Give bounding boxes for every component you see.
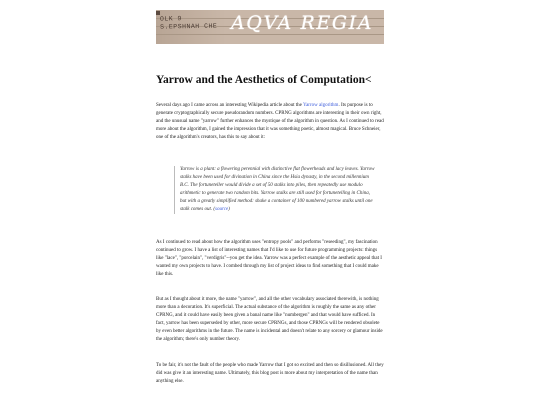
- banner-mark-icon: [156, 11, 160, 15]
- paragraph-3: But as I thought about it more, the name "yarrow", and all the other vocabulary associated therewith, is nothing more than a decoration. It's superficial. The actual substance of the algorithm is roughly the same as any other CPRNG, and it could have easily been given a banal name like "numbergen" and that would have sufficed. In fact, yarrow has been superseded by other, more secure CPRNGs, and those CPRNGs will be rendered obsolete by even better algorithms in the future. The name is incidental and doesn't relate to any sorcery or glamour inside the algorithm; there's only number theory.: [156, 297, 383, 342]
- yarrow-algorithm-link[interactable]: Yarrow algorithm: [302, 103, 339, 108]
- blockquote: [174, 166, 376, 214]
- quote-text-b: ): [228, 207, 230, 212]
- header-banner[interactable]: [156, 10, 384, 44]
- banner-stamp: OLK 9 S.EPSHNAH CHE: [159, 15, 218, 31]
- post-title: Yarrow and the Aesthetics of Computation<: [156, 74, 372, 86]
- paragraph-intro-text-a: Several days ago I came across an interesting Wikipedia article about the: [156, 103, 303, 108]
- source-link[interactable]: source: [215, 207, 229, 212]
- quote-text-a: Yarrow is a plant: a flowering perennial with distinctive flat flowerheads and lacy leaves. Yarrow stalks have been used for divination in China since the Hsia dynasty, in the second millennium B.C. The fortuneteller would divide a set of 50 stalks into piles, then repeatedly use modulo arithmetic to generate two random bits. Yarrow stalks are still used for fortunetelling in China, but with a greatly simplified method: shake a container of 100 numbered yarrow stalks until one stalk comes out. (: [180, 167, 375, 212]
- paragraph-2: As I continued to read about how the algorithm uses "entropy pools" and performs "reseeding", my fascination continued to grow. I have a list of interesting names that I'd like to use for future programming projects: things like "lace", "porcelain", "verdigris"--you get the idea. Yarrow was a perfect example of the aesthetic appeal that I wanted my own projects to have. I combed through my list of project ideas to find something that I could make like this.: [156, 240, 382, 277]
- paragraph-4: To be fair, it's not the fault of the people who made Yarrow that I got so excited and then so disillusioned. All they did was give it an interesting name. Ultimately, this blog post is more about my interpretation of the name than anything else.: [156, 363, 384, 384]
- site-title[interactable]: AQVA REGIA: [230, 12, 374, 34]
- paragraph-intro-text-b: . Its purpose is to generate cryptographically secure pseudorandom numbers. CPRNG algorithms are interesting in their own right, and the unusual name "yarrow" further enhances the mystique of the algorithm in question. As I continued to read more about the algorithm, I gained the impression that it was something poetic, almost magical. Bruce Schneier, one of the algorithm's creators, has this to say about it:: [156, 103, 384, 140]
- paragraph-intro: [156, 102, 384, 142]
- banner-stripe: [156, 34, 384, 35]
